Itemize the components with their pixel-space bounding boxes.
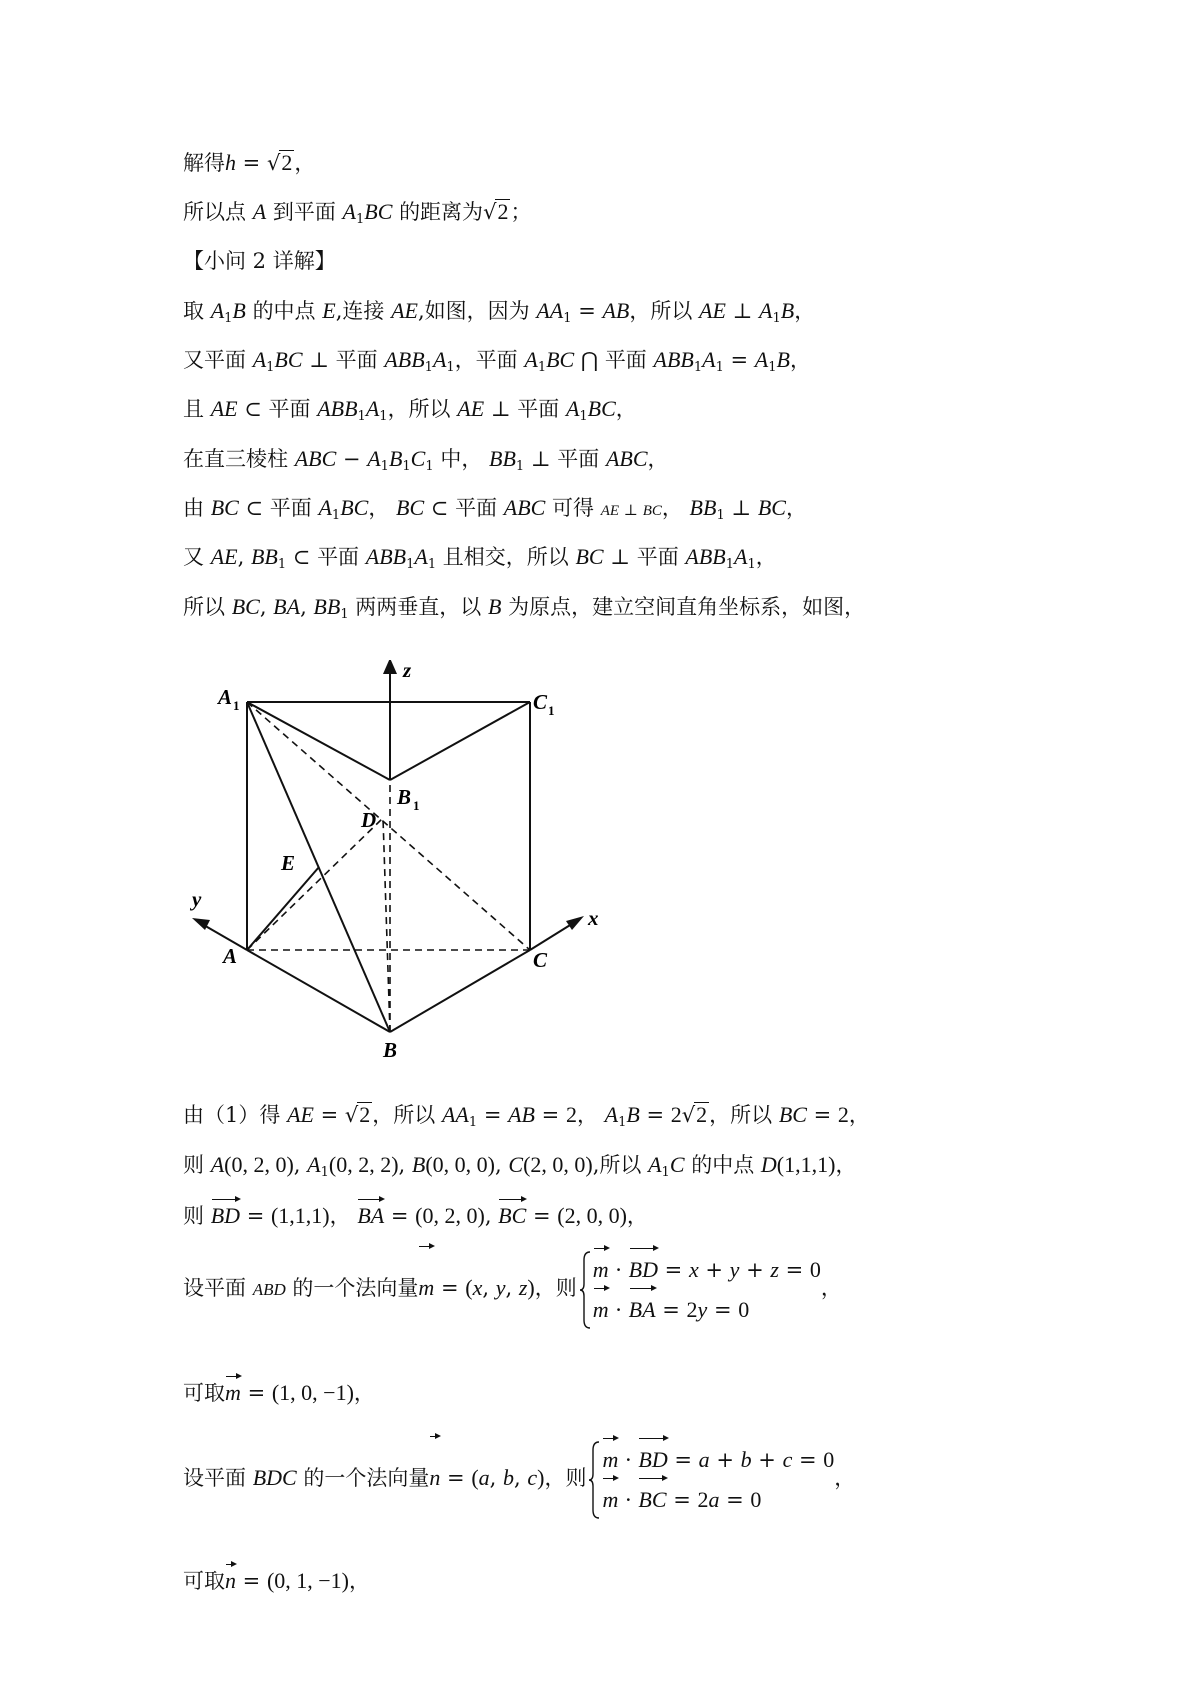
text: 的一个法向量 [303,1466,430,1490]
text: 由（1）得 [183,1103,281,1127]
text: 且相交，所以 [442,545,569,569]
text: 可取 [183,1569,225,1593]
section-title: 【小问 2 详解】 [183,249,336,273]
text: 所以点 [183,200,246,224]
text-line-14: 设平面 ABD 的一个法向量m = (x, y, z)，则 m · BD = x + y + z = 0 m · BA = 2y = 0 ， [183,1248,842,1330]
dashed-A-D [247,818,383,950]
text-line-15: 可取m = (1, 0, −1)， [183,1378,375,1408]
segment-A-E [247,867,319,950]
text-line-13: 则 BD = (1,1,1)， BA = (0, 2, 0), BC = (2, 0, 0)， [183,1201,648,1231]
label-C1: C [533,690,548,714]
label-A1: A [218,685,233,709]
text-line-16: 设平面 BDC 的一个法向量n = (a, b, c)，则 m · BD = a + b + c = 0 m · BC = 2a = 0 ， [183,1438,855,1520]
edge-B-C [390,950,530,1032]
label-E: E [281,851,296,875]
label-A1-sub: 1 [233,698,240,713]
x-axis-arrow [566,916,584,930]
text: 又 [183,545,204,569]
text: ，所以 [629,299,693,323]
text: 的距离为 [399,200,484,224]
text: ，平面 [454,348,518,372]
label-B: B [383,1038,398,1060]
text: 中， [440,447,483,471]
text: 由 [183,496,204,520]
text: 且 [183,397,204,421]
text: ，所以 [372,1103,436,1127]
label-C1-sub: 1 [548,703,555,718]
label-C: C [533,948,548,972]
dashed-B-D [383,818,390,1032]
text-line-10: 所以 BC, BA, $BB_1$ 两两垂直，以 B 为原点，建立空间直角坐标系，如图， [183,594,866,622]
text: 又平面 [183,348,246,372]
text: 为原点，建立空间直角坐标系，如图， [508,595,866,619]
prism-figure [180,660,620,1060]
text: 解得 [183,151,225,175]
text: ,所以 [592,1153,642,1177]
text-line-8: 由 BC ⊂ 平面 $A_1BC$， BC ⊂ 平面 ABC 可得 AE ⊥ BC， $BB_1$ ⊥ BC， [183,495,807,523]
edge-A1-B1 [247,702,390,780]
text: 平面 [636,545,679,569]
equation-system-n: m · BD = a + b + c = 0 m · BC = 2a = 0 [588,1440,834,1520]
edge-B1-C1 [390,702,530,780]
z-axis-arrow [383,660,397,674]
text: 的中点 [691,1153,755,1177]
text: 的一个法向量 [292,1276,419,1300]
x-axis [530,922,575,950]
edge-A-B [247,950,390,1032]
text: ，所以 [387,397,451,421]
text-line-1: 解得h = √2， [183,150,316,175]
text-line-4: 取 $A_1B$ 的中点 E,连接 AE,如图，因为 $AA_1$ = AB，所以 AE ⊥ $A_1B$， [183,298,816,326]
label-A: A [223,944,238,968]
text: 到平面 [272,200,336,224]
text-line-9: 又 AE, $BB_1$ ⊂ 平面 $ABB_1A_1$ 且相交，所以 BC ⊥ 平面 $ABB_1A_1$， [183,544,777,572]
text: 则 [183,1204,204,1228]
text-line-5: 又平面 $A_1BC$ ⊥ 平面 $ABB_1A_1$，平面 $A_1BC$ ⋂ 平面 $ABB_1A_1 = A_1B$， [183,347,811,375]
text-line-11: 由（1）得 AE = √2，所以 $AA_1$ = AB = 2， $A_1B = 2√2$，所以 BC = 2， [183,1102,870,1130]
text-line-7: 在直三棱柱 ABC − $A_1B_1C_1$ 中， $BB_1$ ⊥ 平面 ABC， [183,446,669,474]
equation-system-m: m · BD = x + y + z = 0 m · BA = 2y = 0 [579,1250,821,1330]
text-line-17: 可取n = (0, 1, −1)， [183,1566,370,1596]
text: 取 [183,299,204,323]
text: 平面 [268,397,311,421]
text: 平面 [557,447,600,471]
label-D: D [361,808,377,832]
label-B1-sub: 1 [413,798,420,813]
text: 两两垂直，以 [355,595,482,619]
text-line-6: 且 AE ⊂ 平面 $ABB_1A_1$，所以 AE ⊥ 平面 $A_1BC$， [183,396,637,424]
text: 可取 [183,1381,225,1405]
text-line-2: 所以点 A 到平面 $A_1BC$ 的距离为√2； [183,199,532,227]
label-y: y [192,887,202,911]
text: 可得 [552,496,595,520]
label-x: x [588,906,599,930]
text-line-12: 则 A(0, 2, 0), $A_1(0$, 2, 2), B(0, 0, 0), C(2, 0, 0),所以 $A_1C$ 的中点 D(1,1,1)， [183,1152,857,1180]
text: 的中点 [252,299,316,323]
label-z: z [403,660,412,682]
text: 所以 [183,595,225,619]
text: ,如图，因为 [417,299,530,323]
text: 则 [183,1153,204,1177]
text: ,连接 [335,299,385,323]
text: 平面 [269,496,312,520]
text: 平面 [455,496,498,520]
text: 在直三棱柱 [183,447,288,471]
text: 平面 [517,397,560,421]
text: ，所以 [709,1103,773,1127]
dashed-A1-C [247,702,530,950]
label-B1: B [397,785,412,809]
text: ，则 [544,1466,587,1490]
text: 平面 [604,348,647,372]
text: 平面 [335,348,378,372]
text: 设平面 [183,1466,246,1490]
text: 设平面 [183,1276,246,1300]
text: ，则 [534,1276,577,1300]
text: 平面 [317,545,360,569]
